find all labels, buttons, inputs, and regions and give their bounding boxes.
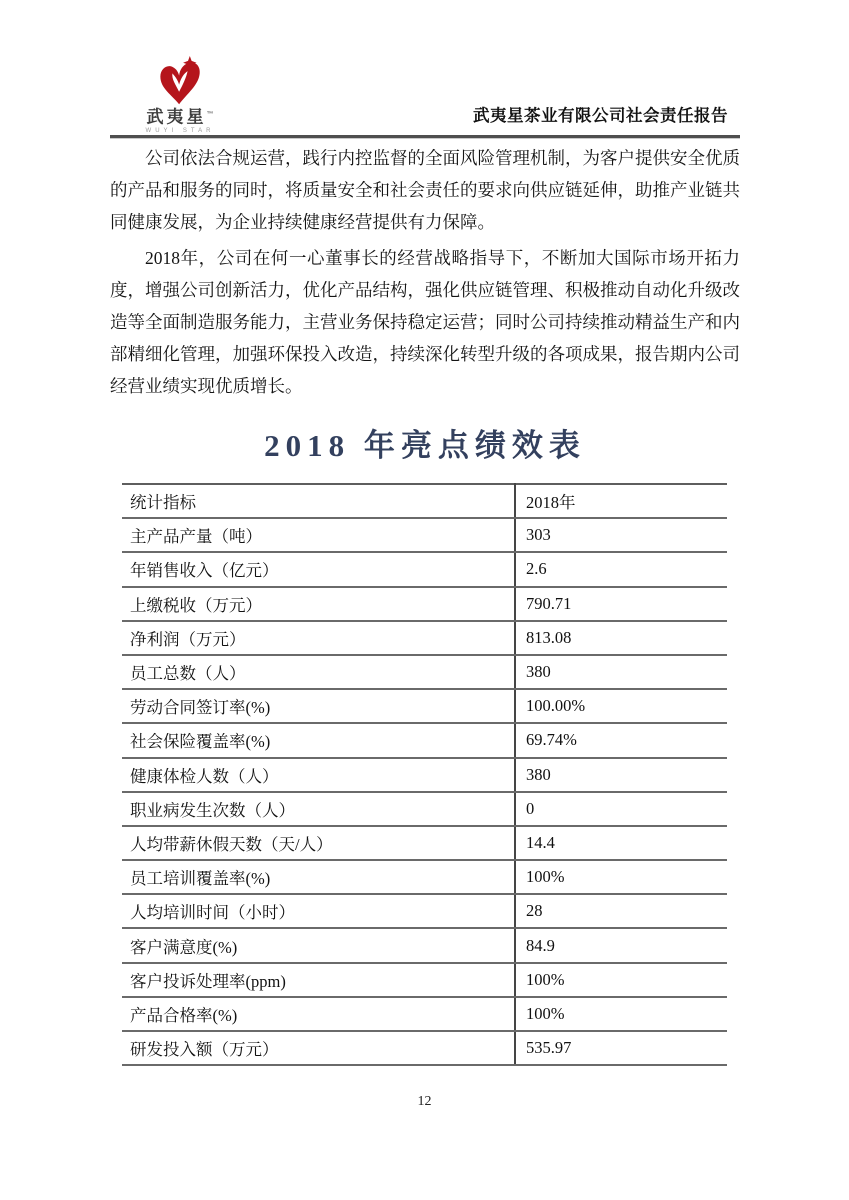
metric-value-cell: 380	[515, 758, 727, 792]
metric-name-cell: 研发投入额（万元）	[122, 1031, 515, 1065]
metric-name-cell: 人均培训时间（小时）	[122, 894, 515, 928]
table-row	[122, 963, 727, 997]
logo-brand-text: 武夷星™	[146, 107, 214, 127]
report-header-title: 武夷星茶业有限公司社会责任报告	[473, 106, 728, 125]
metric-name-cell: 职业病发生次数（人）	[122, 792, 515, 826]
metric-value-cell: 813.08	[515, 621, 727, 655]
table-row	[122, 621, 727, 655]
metric-name-cell: 健康体检人数（人）	[122, 758, 515, 792]
table-row	[122, 758, 727, 792]
metric-name-cell: 年销售收入（亿元）	[122, 552, 515, 586]
metric-value-cell: 790.71	[515, 587, 727, 621]
metric-name-cell: 员工培训覆盖率(%)	[122, 860, 515, 894]
paragraph-2018-strategy: 2018年，公司在何一心董事长的经营战略指导下，不断加大国际市场开拓力度，增强公司创新活力，优化产品结构，强化供应链管理、积极推动自动化升级改造等全面制造服务能力，主营业务保持稳定运营；同时公司持续推动精益生产和内部精细化管理，加强环保投入改造，持续深化转型升级的各项成果，报告期内公司经营业绩实现优质增长。	[110, 248, 740, 396]
logo-subtext: WUYI STAR	[145, 127, 215, 134]
metric-name-cell: 客户投诉处理率(ppm)	[122, 963, 515, 997]
table-row	[122, 826, 727, 860]
metric-value-cell: 28	[515, 894, 727, 928]
metric-value-cell: 69.74%	[515, 723, 727, 757]
body-text	[110, 142, 740, 402]
metric-value-cell: 100%	[515, 963, 727, 997]
metric-value-cell: 2018年	[515, 484, 727, 518]
table-row	[122, 1031, 727, 1065]
metric-value-cell: 2.6	[515, 552, 727, 586]
metric-value-cell: 100.00%	[515, 689, 727, 723]
section-title-2018-highlights: 2018 年亮点绩效表	[264, 428, 586, 463]
metric-name-cell: 劳动合同签订率(%)	[122, 689, 515, 723]
trademark-mark: ™	[206, 111, 214, 118]
paragraph-compliance: 公司依法合规运营，践行内控监督的全面风险管理机制，为客户提供安全优质的产品和服务的同时，将质量安全和社会责任的要求向供应链延伸，助推产业链共同健康发展，为企业持续健康经营提供有力保障。	[110, 148, 740, 232]
metric-name-cell: 主产品产量（吨）	[122, 518, 515, 552]
metric-name-cell: 员工总数（人）	[122, 655, 515, 689]
metric-value-cell: 84.9	[515, 928, 727, 962]
metric-name-cell: 净利润（万元）	[122, 621, 515, 655]
table-row	[122, 894, 727, 928]
table-row	[122, 587, 727, 621]
table-row	[122, 518, 727, 552]
table-row	[122, 552, 727, 586]
table-row	[122, 860, 727, 894]
metric-name-cell: 产品合格率(%)	[122, 997, 515, 1031]
metric-value-cell: 535.97	[515, 1031, 727, 1065]
flame-star-logo-icon	[152, 56, 208, 106]
metric-value-cell: 100%	[515, 860, 727, 894]
table-row	[122, 792, 727, 826]
table-row	[122, 928, 727, 962]
table-row	[122, 723, 727, 757]
metric-name-cell: 上缴税收（万元）	[122, 587, 515, 621]
metric-name-cell: 社会保险覆盖率(%)	[122, 723, 515, 757]
metric-value-cell: 380	[515, 655, 727, 689]
table-row	[122, 484, 727, 518]
metric-name-cell: 客户满意度(%)	[122, 928, 515, 962]
header-divider-rule	[110, 135, 740, 139]
metric-value-cell: 100%	[515, 997, 727, 1031]
table-row	[122, 689, 727, 723]
kpi-statistics-table	[122, 483, 727, 1066]
table-row	[122, 655, 727, 689]
page-number: 12	[417, 1094, 432, 1109]
metric-value-cell: 0	[515, 792, 727, 826]
metric-value-cell: 14.4	[515, 826, 727, 860]
metric-name-cell: 人均带薪休假天数（天/人）	[122, 826, 515, 860]
metric-name-cell: 统计指标	[122, 484, 515, 518]
kpi-table-body	[122, 484, 727, 1065]
metric-value-cell: 303	[515, 518, 727, 552]
table-row	[122, 997, 727, 1031]
